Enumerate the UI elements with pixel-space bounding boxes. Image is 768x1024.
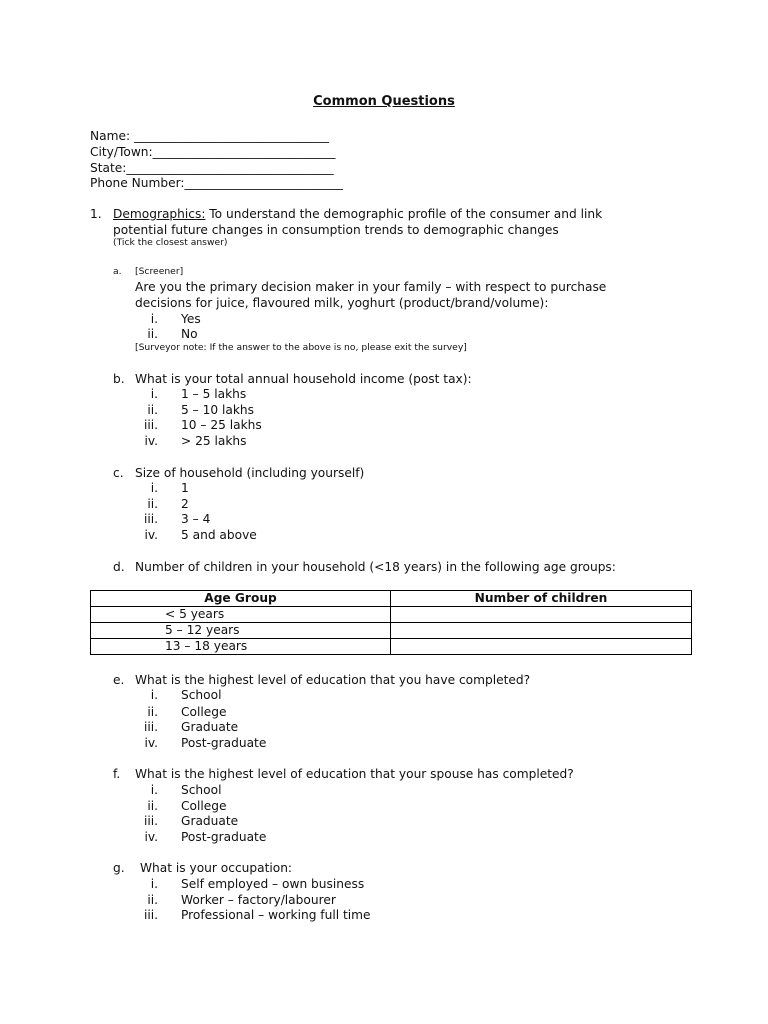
option-number: i. (150, 481, 158, 495)
option-text: Post-graduate (181, 736, 267, 750)
option-no: No (181, 327, 198, 341)
question-e-letter: e. (113, 673, 125, 687)
table-cell[interactable] (391, 607, 692, 623)
option-number: iv. (144, 830, 158, 844)
option-text: 2 (181, 497, 189, 511)
option-text: 3 – 4 (181, 512, 211, 526)
option-text: Graduate (181, 814, 239, 828)
option-number: iv. (144, 434, 158, 448)
question-g-letter: g. (113, 861, 125, 875)
table-cell[interactable] (391, 623, 692, 639)
option-text: 1 – 5 lakhs (181, 387, 247, 401)
option-text: Graduate (181, 720, 239, 734)
option-number: ii. (147, 327, 158, 341)
screener-tag: [Screener] (135, 266, 184, 277)
table-cell[interactable] (391, 639, 692, 655)
table-cell: 5 – 12 years (91, 623, 391, 639)
name-label: Name: (90, 129, 134, 143)
option-text: College (181, 705, 227, 719)
question-b-text: What is your total annual household income (post tax): (135, 372, 472, 386)
question-c-letter: c. (113, 466, 124, 480)
question-c-text: Size of household (including yourself) (135, 466, 365, 480)
tick-note: (Tick the closest answer) (113, 237, 228, 248)
option-text: 10 – 25 lakhs (181, 418, 262, 432)
option-text: College (181, 799, 227, 813)
page-title: Common Questions (313, 94, 455, 109)
name-field (90, 128, 329, 144)
section-heading: Demographics: (113, 207, 206, 221)
option-number: i. (150, 877, 158, 891)
question-d-text: Number of children in your household (<18 years) in the following age groups: (135, 560, 616, 574)
option-text: 5 – 10 lakhs (181, 403, 254, 417)
option-number: ii. (147, 893, 158, 907)
option-text: School (181, 783, 222, 797)
option-text: Post-graduate (181, 830, 267, 844)
option-number: ii. (147, 403, 158, 417)
option-number: iv. (144, 528, 158, 542)
phone-label: Phone Number: (90, 176, 185, 190)
option-number: i. (150, 387, 158, 401)
option-number: ii. (147, 705, 158, 719)
question-b-letter: b. (113, 372, 125, 386)
option-number: iv. (144, 736, 158, 750)
question-e-text: What is the highest level of education that you have completed? (135, 673, 531, 687)
section-intro-line2: potential future changes in consumption trends to demographic changes (113, 223, 559, 237)
section-intro-line1 (113, 206, 602, 222)
table-cell: 13 – 18 years (91, 639, 391, 655)
option-number: iii. (143, 512, 158, 526)
city-label: City/Town: (90, 145, 153, 159)
state-field (90, 160, 334, 176)
children-age-table (90, 590, 692, 655)
table-row (91, 639, 692, 655)
option-text: Professional – working full time (181, 908, 371, 922)
option-number: i. (150, 783, 158, 797)
option-number: i. (150, 688, 158, 702)
option-text: > 25 lakhs (181, 434, 247, 448)
option-yes: Yes (181, 312, 201, 326)
option-number: iii. (143, 908, 158, 922)
question-f-letter: f. (113, 767, 121, 781)
option-number: iii. (143, 814, 158, 828)
table-header: Age Group (91, 591, 391, 607)
question-a-letter: a. (113, 266, 122, 277)
section-intro: To understand the demographic profile of the consumer and link (205, 207, 603, 221)
state-label: State: (90, 161, 127, 175)
phone-field (90, 175, 343, 191)
option-number: ii. (147, 497, 158, 511)
section-number: 1. (90, 207, 102, 221)
question-a-text-line1: Are you the primary decision maker in your family – with respect to purchase (135, 280, 607, 294)
table-row (91, 623, 692, 639)
state-blank: __________________________________ (126, 161, 334, 175)
question-d-letter: d. (113, 560, 125, 574)
option-number: i. (150, 312, 158, 326)
option-text: 1 (181, 481, 189, 495)
option-number: ii. (147, 799, 158, 813)
table-header-row (91, 591, 692, 607)
question-f-text: What is the highest level of education that your spouse has completed? (135, 767, 574, 781)
option-text: 5 and above (181, 528, 257, 542)
option-number: iii. (143, 418, 158, 432)
table-cell: < 5 years (91, 607, 391, 623)
city-blank: ______________________________ (152, 145, 336, 159)
option-text: Worker – factory/labourer (181, 893, 336, 907)
table-header: Number of children (391, 591, 692, 607)
name-blank: ________________________________ (133, 129, 329, 143)
question-g-text: What is your occupation: (140, 861, 293, 875)
surveyor-note: [Surveyor note: If the answer to the above is no, please exit the survey] (135, 342, 467, 353)
option-text: School (181, 688, 222, 702)
option-number: iii. (143, 720, 158, 734)
phone-blank: __________________________ (184, 176, 343, 190)
question-a-text-line2: decisions for juice, flavoured milk, yoghurt (product/brand/volume): (135, 296, 549, 310)
table-row (91, 607, 692, 623)
city-field (90, 144, 335, 160)
option-text: Self employed – own business (181, 877, 365, 891)
